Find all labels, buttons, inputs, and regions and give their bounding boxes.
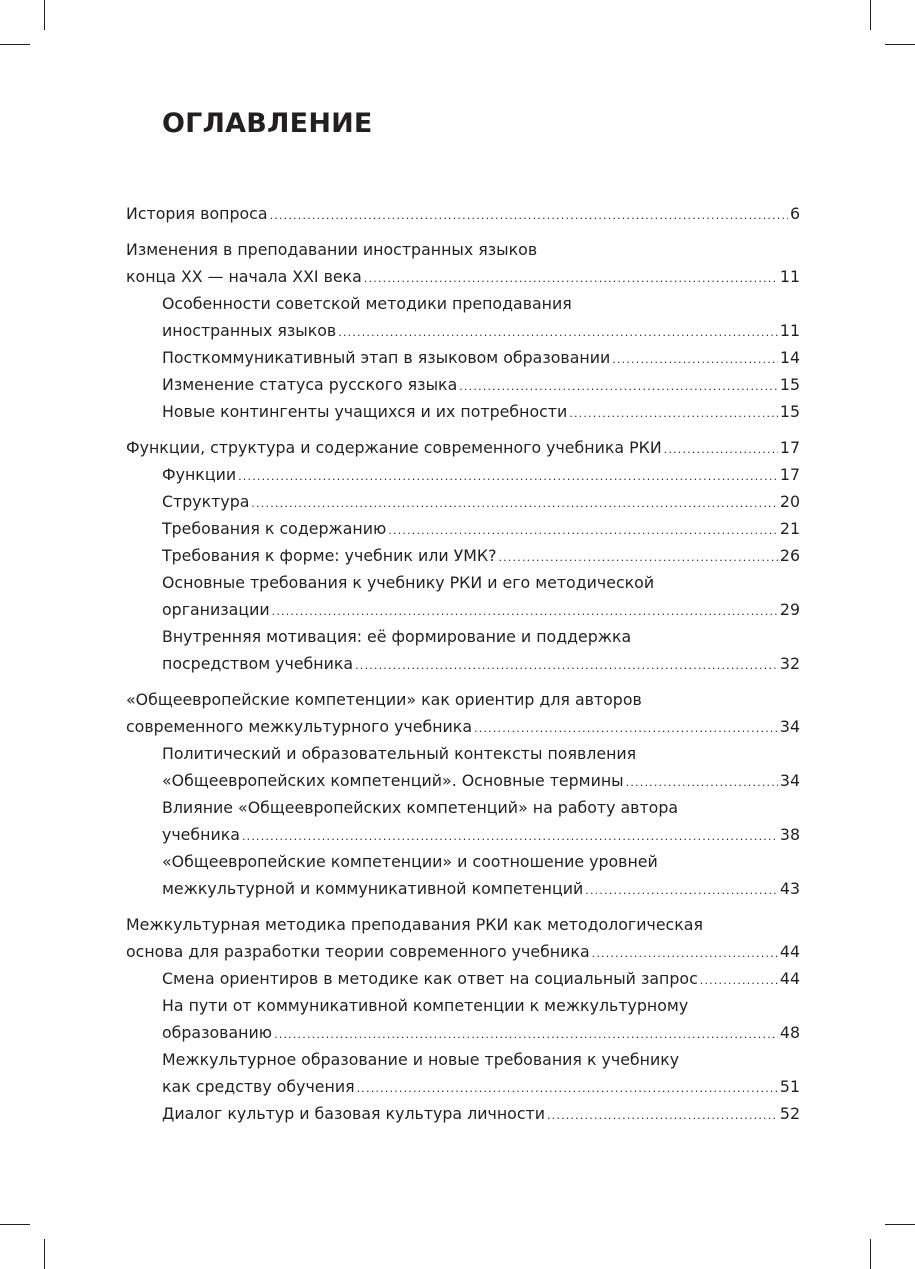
toc-entry-last-line [162,317,800,344]
crop-mark-top-right-vertical [870,0,871,30]
dot-leader [270,202,788,229]
page-number: 21 [779,519,800,538]
page-number: 11 [779,267,800,286]
dot-leader [274,1021,778,1048]
dot-leader [498,544,777,571]
toc-entry-title-line: Функции [162,465,237,484]
dot-leader [474,715,778,742]
dot-leader [364,265,778,292]
toc-entry-title-line: «Общеевропейских компетенций». Основные термины [162,771,624,790]
page-number: 29 [779,600,800,619]
toc-subsection-entry[interactable] [126,542,800,569]
dot-leader [569,400,778,427]
toc-section-group [126,911,800,1127]
toc-section-entry[interactable] [126,686,800,740]
toc-entry-last-line [162,767,800,794]
dot-leader [612,346,778,373]
toc-entry-title-line: Диалог культур и базовая культура личности [162,1104,545,1123]
toc-subsection-entry[interactable] [126,344,800,371]
toc-section-group [126,200,800,227]
toc-subsection-entry[interactable] [126,488,800,515]
page-number: 32 [779,654,800,673]
toc-section-group [126,686,800,902]
dot-leader [459,373,778,400]
dot-leader [242,823,778,850]
toc-entry-last-line [162,1019,800,1046]
toc-subsection-entry[interactable] [126,371,800,398]
toc-subsection-entry[interactable] [126,794,800,848]
page-number: 14 [779,348,800,367]
page-number: 17 [779,465,800,484]
toc-subsection-entry[interactable] [126,992,800,1046]
dot-leader [238,463,778,490]
toc-entry-title-line: Посткоммуникативный этап в языковом образовании [162,348,611,367]
toc-entry-title-line: Основные требования к учебнику РКИ и его методической [162,573,655,592]
toc-entry-title-line: современного межкультурного учебника [126,717,473,736]
page-number: 44 [779,969,800,988]
toc-entry-last-line [162,596,800,623]
page-number: 52 [779,1104,800,1123]
toc-entry-last-line [162,821,800,848]
crop-mark-bottom-right-horizontal [885,1224,915,1225]
toc-entry-last-line [162,398,800,425]
toc-entry-last-line [162,371,800,398]
page-number: 44 [779,942,800,961]
toc-entry-title-line: «Общеевропейские компетенции» как ориентир для авторов [126,690,642,709]
dot-leader [388,517,778,544]
dot-leader [251,490,777,517]
page-number: 26 [779,546,800,565]
toc-section-entry[interactable] [126,200,800,227]
toc-subsection-entry[interactable] [126,569,800,623]
toc-entry-title-line: посредством учебника [162,654,354,673]
crop-mark-bottom-right-vertical [870,1239,871,1269]
dot-leader [357,1075,778,1102]
toc-entry-last-line [162,344,800,371]
page-title: ОГЛАВЛЕНИЕ [162,108,373,139]
toc-entry-title-line: История вопроса [126,204,268,223]
page-number: 48 [779,1023,800,1042]
toc-entry-title-line: Структура [162,492,250,511]
crop-mark-top-right-horizontal [885,44,915,45]
page-number: 38 [779,825,800,844]
page-number: 34 [779,771,800,790]
dot-leader [700,967,778,994]
toc-entry-title-line: Влияние «Общеевропейских компетенций» на работу автора [162,798,679,817]
toc-entry-title-line: Требования к содержанию [162,519,387,538]
toc-entry-last-line [126,434,800,461]
toc-entry-last-line [162,515,800,542]
toc-section-entry[interactable] [126,911,800,965]
dot-leader [338,319,778,346]
page-number: 20 [779,492,800,511]
toc-entry-title-line: Политический и образовательный контексты появления [162,744,637,763]
dot-leader [626,769,778,796]
toc-entry-title-line: межкультурной и коммуникативной компетенций [162,879,584,898]
toc-entry-last-line [126,713,800,740]
toc-subsection-entry[interactable] [126,1046,800,1100]
toc-entry-last-line [126,938,800,965]
dot-leader [592,940,778,967]
toc-entry-last-line [126,263,800,290]
page-number: 51 [779,1077,800,1096]
toc-entry-title-line: Изменение статуса русского языка [162,375,458,394]
toc-subsection-entry[interactable] [126,515,800,542]
toc-entry-title-line: как средству обучения [162,1077,355,1096]
toc-entry-title-line: Смена ориентиров в методике как ответ на социальный запрос [162,969,698,988]
dot-leader [585,877,778,904]
toc-entry-last-line [162,650,800,677]
toc-entry-title-line: организации [162,600,270,619]
toc-entry-last-line [162,461,800,488]
toc-entry-last-line [162,1100,800,1127]
toc-entry-title-line: конца XX — начала XXI века [126,267,362,286]
toc-entry-title-line: Особенности советской методики преподавания [162,294,572,313]
toc-subsection-entry[interactable] [126,848,800,902]
toc-section-entry[interactable] [126,236,800,290]
dot-leader [664,436,778,463]
toc-subsection-entry[interactable] [126,965,800,992]
page-number: 17 [779,438,800,457]
toc-subsection-entry[interactable] [126,461,800,488]
toc-entry-last-line [162,1073,800,1100]
toc-subsection-entry[interactable] [126,290,800,344]
page-number: 34 [779,717,800,736]
toc-entry-title-line: образованию [162,1023,273,1042]
page-number: 6 [789,204,800,223]
dot-leader [547,1102,778,1129]
page-number: 15 [779,375,800,394]
dot-leader [355,652,778,679]
toc-entry-last-line [162,965,800,992]
toc-entry-title-line: учебника [162,825,240,844]
crop-mark-bottom-left-vertical [44,1239,45,1269]
toc-section-entry[interactable] [126,434,800,461]
crop-mark-bottom-left-horizontal [0,1224,30,1225]
toc-entry-title-line: Межкультурное образование и новые требования к учебнику [162,1050,680,1069]
page-number: 15 [779,402,800,421]
toc-entry-title-line: Внутренняя мотивация: её формирование и поддержка [162,627,632,646]
toc-subsection-entry[interactable] [126,1100,800,1127]
toc-section-group [126,434,800,677]
toc-entry-title-line: Межкультурная методика преподавания РКИ как методологическая [126,915,703,934]
toc-entry-title-line: «Общеевропейские компетенции» и соотношение уровней [162,852,658,871]
toc-entry-title-line: Функции, структура и содержание современного учебника РКИ [126,438,662,457]
crop-mark-top-left-vertical [44,0,45,30]
toc-subsection-entry[interactable] [126,398,800,425]
page-number: 43 [779,879,800,898]
toc-entry-last-line [162,542,800,569]
toc-entry-last-line [162,488,800,515]
toc-entry-last-line [126,200,800,227]
toc-entry-title-line: Требования к форме: учебник или УМК? [162,546,497,565]
crop-mark-top-left-horizontal [0,44,30,45]
toc-section-group [126,236,800,425]
toc-entry-title-line: основа для разработки теории современного учебника [126,942,590,961]
toc-subsection-entry[interactable] [126,623,800,677]
toc-entry-title-line: Изменения в преподавании иностранных языков [126,240,538,259]
toc-entry-title-line: Новые контингенты учащихся и их потребности [162,402,568,421]
toc-entry-last-line [162,875,800,902]
toc-entry-title-line: иностранных языков [162,321,337,340]
toc-subsection-entry[interactable] [126,740,800,794]
dot-leader [272,598,778,625]
table-of-contents [126,200,800,1136]
page-number: 11 [779,321,800,340]
toc-entry-title-line: На пути от коммуникативной компетенции к межкультурному [162,996,689,1015]
